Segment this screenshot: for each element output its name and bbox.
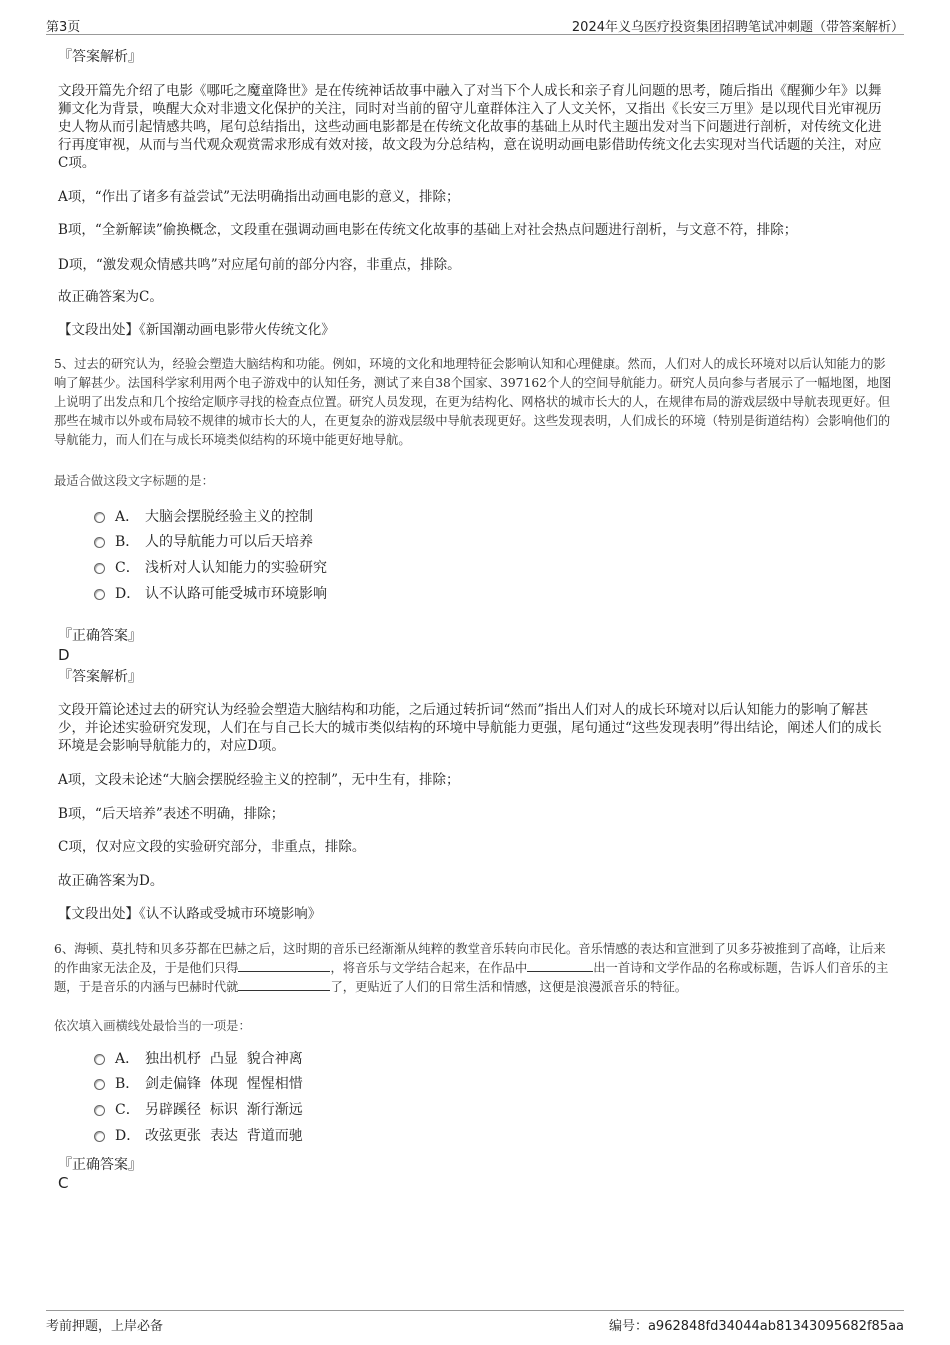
question-5-prompt: 最适合做这段文字标题的是：: [54, 474, 214, 488]
correct-answer: C: [58, 1174, 69, 1192]
option-letter: B．: [115, 1076, 140, 1092]
fill-blank-3: [238, 978, 330, 991]
option-letter: B．: [115, 534, 140, 550]
analysis-conclusion: 故正确答案为C。: [58, 289, 163, 305]
analysis-text: 文段开篇先介绍了电影《哪吒之魔童降世》是在传统神话故事中融入了对当下个人成长和亲子育儿问题的思考，随后指出《醒狮少年》以舞狮文化为背景，唤醒大众对非遗文化保护的关注，同时对当前的留守儿童群体注入了人文关怀，又指出《长安三万里》是以现代目光审视历史人物从而引起情感共鸣，尾句总结指出，这些动画电影都是在传统文化故事的基础上从时代主题出发对当下问题进行剖析，对传统文化进行再度审视，从而与当代观众观赏需求形成有效对接，故文段为分总结构，意在说明动画电影借助传统文化去实现对当代话题的关注，对应C项。: [58, 83, 882, 171]
correct-answer-label: 『正确答案』: [58, 1157, 142, 1173]
analysis-note-b: B项，“后天培养”表述不明确，排除；: [58, 806, 285, 822]
radio-button-icon[interactable]: [94, 537, 105, 548]
radio-button-icon[interactable]: [94, 563, 105, 574]
option-a[interactable]: [94, 1049, 303, 1069]
option-b[interactable]: [94, 1074, 303, 1094]
radio-button-icon[interactable]: [94, 1079, 105, 1090]
analysis-note-d: D项，“激发观众情感共鸣”对应尾句前的部分内容，非重点，排除。: [58, 257, 461, 273]
analysis-note-a: A项，“作出了诸多有益尝试”无法明确指出动画电影的意义，排除；: [58, 189, 460, 205]
document-code: [609, 1315, 904, 1334]
option-text: 认不认路可能受城市环境影响: [145, 586, 327, 602]
option-c[interactable]: [94, 1100, 303, 1120]
footer-slogan: 考前押题，上岸必备: [46, 1319, 164, 1334]
analysis-label: 『答案解析』: [58, 669, 142, 685]
code-value: a962848fd34044ab81343095682f85aa: [647, 1319, 904, 1334]
option-text: 剑走偏锋 体现 惺惺相惜: [145, 1076, 303, 1092]
analysis-note-b: B项，“全新解读”偷换概念，文段重在强调动画电影在传统文化故事的基础上对社会热点问题进行剖析，与文意不符，排除；: [58, 222, 798, 238]
option-d[interactable]: [94, 584, 327, 604]
option-c[interactable]: [94, 558, 327, 578]
radio-button-icon[interactable]: [94, 512, 105, 523]
correct-answer: D: [58, 646, 70, 664]
radio-button-icon[interactable]: [94, 1131, 105, 1142]
analysis-text: 文段开篇论述过去的研究认为经验会塑造大脑结构和功能，之后通过转折词“然而”指出人们对人的成长环境对以后认知能力的影响了解甚少，并论述实验研究发现，人们在与自己长大的城市类似结构的环境中导航能力更强，尾句通过“这些发现表明”得出结论，阐述人们的成长环境是会影响导航能力的，对应D项。: [58, 702, 882, 754]
correct-answer-label: 『正确答案』: [58, 628, 142, 644]
option-d[interactable]: [94, 1126, 303, 1146]
analysis-label: 『答案解析』: [58, 49, 142, 65]
option-letter: D．: [115, 586, 141, 602]
question-5-text: 5、过去的研究认为，经验会塑造大脑结构和功能。例如，环境的文化和地理特征会影响认知和心理健康。然而，人们对人的成长环境对以后认知能力的影响了解甚少。法国科学家利用两个电子游戏中的认知任务，测试了来自38个国家、397162个人的空间导航能力。研究人员向参与者展示了一幅地图，地图上说明了出发点和几个按给定顺序寻找的检查点位置。研究人员发现，在更为结构化、网格状的城市长大的人，在规律布局的游戏层级中导航表现更好。但那些在城市以外或布局较不规律的城市长大的人，在更复杂的游戏层级中导航表现更好。这些发现表明，人们成长的环境（特别是街道结构）会影响他们的导航能力，而人们在与成长环境类似结构的环境中能更好地导航。: [54, 357, 892, 447]
option-text: 浅析对人认知能力的实验研究: [145, 560, 327, 576]
source-citation: 【文段出处】《新国潮动画电影带火传统文化》: [58, 322, 335, 338]
document-title: 2024年义乌医疗投资集团招聘笔试冲刺题（带答案解析）: [571, 20, 904, 35]
radio-button-icon[interactable]: [94, 589, 105, 600]
analysis-conclusion: 故正确答案为D。: [58, 873, 164, 889]
option-letter: D．: [115, 1128, 141, 1144]
fill-blank-2: [527, 959, 593, 972]
question-6-prompt: 依次填入画横线处最恰当的一项是：: [54, 1019, 251, 1033]
radio-button-icon[interactable]: [94, 1054, 105, 1065]
option-letter: A．: [115, 1051, 140, 1067]
radio-button-icon[interactable]: [94, 1105, 105, 1116]
source-citation: 【文段出处】《认不认路或受城市环境影响》: [58, 906, 322, 922]
option-a[interactable]: [94, 507, 313, 527]
option-letter: A．: [115, 509, 140, 525]
analysis-note-c: C项，仅对应文段的实验研究部分，非重点，排除。: [58, 839, 366, 855]
page-number: 第3页: [46, 20, 81, 35]
page-footer: [46, 1310, 904, 1333]
option-b[interactable]: [94, 532, 313, 552]
fill-blank-1: [238, 959, 330, 972]
option-text: 独出机杼 凸显 貌合神离: [145, 1051, 303, 1067]
option-text: 大脑会摆脱经验主义的控制: [145, 509, 313, 525]
option-text: 改弦更张 表达 背道而驰: [145, 1128, 303, 1144]
code-label: 编号：: [608, 1319, 648, 1334]
question-6-text: 6、海顿、莫扎特和贝多芬都在巴赫之后，这时期的音乐已经渐渐从纯粹的教堂音乐转向市民化。音乐情感的表达和宣泄到了贝多芬被推到了高峰，让后来的作曲家无法企及，于是他们只得 ，将音乐与文学结合起来，在作品中 出一首诗和文学作品的名称或标题，告诉人们音乐的主题，于是音乐的内涵与巴赫时代就 了，更贴近了人们的日常生活和情感，这便是浪漫派音乐的特征。: [54, 942, 889, 994]
option-letter: C．: [115, 560, 140, 576]
analysis-note-a: A项，文段未论述“大脑会摆脱经验主义的控制”，无中生有，排除；: [58, 772, 460, 788]
option-letter: C．: [115, 1102, 140, 1118]
option-text: 另辟蹊径 标识 渐行渐远: [145, 1102, 303, 1118]
page-header: [46, 14, 904, 35]
option-text: 人的导航能力可以后天培养: [145, 534, 313, 550]
